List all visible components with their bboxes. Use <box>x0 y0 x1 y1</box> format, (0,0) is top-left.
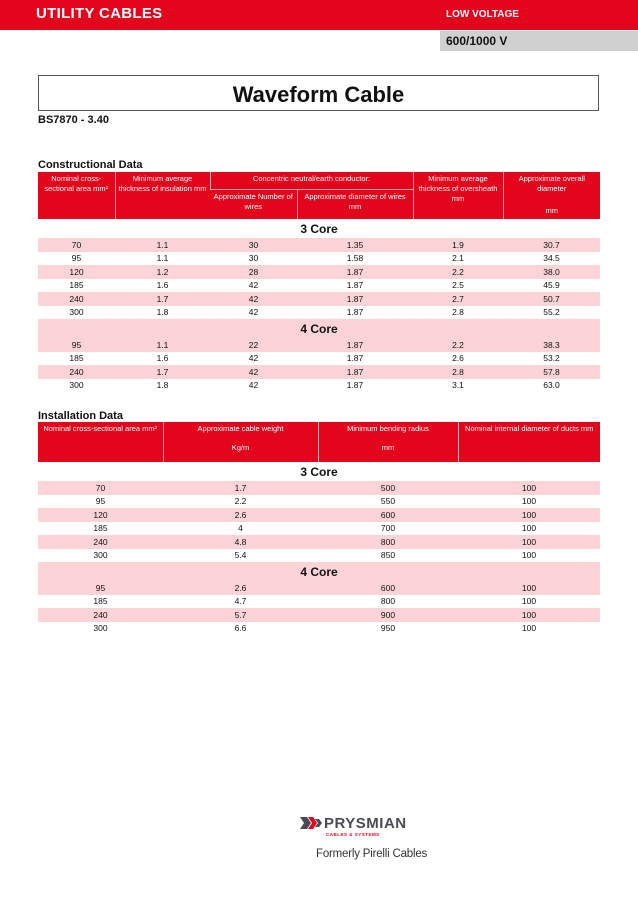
table-cell: 700 <box>380 523 396 534</box>
table-cell: 2.6 <box>163 508 318 522</box>
voltage-class-box <box>440 0 638 30</box>
table-cell: 5.4 <box>234 550 247 561</box>
table-cell: 6.6 <box>234 623 247 634</box>
table-cell: 70 <box>38 238 115 252</box>
table-cell: 45.9 <box>543 280 560 291</box>
table-row <box>38 238 600 252</box>
table-cell: 1.87 <box>297 365 413 379</box>
table-cell: 55.2 <box>543 307 560 318</box>
table-cell: 42 <box>248 380 259 391</box>
table-cell: 1.87 <box>346 380 364 391</box>
table-row <box>38 508 600 522</box>
table-cell: 2.2 <box>413 265 503 279</box>
table-cell: 95 <box>95 496 106 507</box>
table-cell: 240 <box>38 608 163 622</box>
table-cell: 2.2 <box>234 496 247 507</box>
table-cell: 5.7 <box>163 608 318 622</box>
table-cell: 300 <box>93 623 108 634</box>
table-cell: 3.1 <box>452 380 464 391</box>
table-row <box>38 522 600 536</box>
table-row <box>38 495 600 509</box>
table-cell: 800 <box>380 596 396 607</box>
header-wire-count: Approximate Number of wires <box>210 189 297 219</box>
table-cell: 95 <box>38 581 163 595</box>
voltage-rating: 600/1000 V <box>446 34 508 48</box>
installation-data-table <box>38 422 600 635</box>
table-cell: 1.35 <box>297 238 413 252</box>
table-cell: 185 <box>93 596 108 607</box>
table-cell: 1.8 <box>156 307 169 318</box>
prysmian-logo <box>300 815 407 837</box>
table-cell: 185 <box>93 523 108 534</box>
table-cell: 120 <box>38 508 163 522</box>
table-cell: 1.87 <box>346 353 364 364</box>
table-row <box>38 365 600 379</box>
table-cell: 4 <box>238 523 243 534</box>
table-cell: 1.58 <box>346 253 364 264</box>
table-cell: 1.87 <box>297 265 413 279</box>
table-cell: 30 <box>210 238 297 252</box>
table-cell: 34.5 <box>543 253 560 264</box>
header-nominal-area: Nominal cross-sectional area mm² <box>38 422 163 462</box>
table-cell: 53.2 <box>543 353 560 364</box>
table-cell: 1.87 <box>346 307 364 318</box>
table-cell: 2.2 <box>413 338 503 352</box>
table-cell: 30 <box>248 253 259 264</box>
table-cell: 1.87 <box>297 338 413 352</box>
table-cell: 240 <box>38 292 115 306</box>
table-cell: 100 <box>521 523 537 534</box>
table-cell: 100 <box>458 581 600 595</box>
table-cell: 2.5 <box>452 280 464 291</box>
table-row <box>38 481 600 495</box>
table-cell: 100 <box>458 608 600 622</box>
table-cell: 2.6 <box>163 581 318 595</box>
table-cell: 42 <box>248 353 259 364</box>
table-cell: 900 <box>318 608 458 622</box>
core-group-heading <box>38 219 600 238</box>
table-row <box>38 608 600 622</box>
voltage-class: LOW VOLTAGE <box>446 9 519 20</box>
table-cell: 95 <box>38 338 115 352</box>
table-cell: 2.6 <box>452 353 464 364</box>
table-cell: 1.9 <box>413 238 503 252</box>
table-cell: 300 <box>69 307 84 318</box>
table-cell: 1.8 <box>156 380 169 391</box>
table-row <box>38 379 600 393</box>
table-cell: 1.7 <box>115 365 210 379</box>
installation-section-title: Installation Data <box>38 410 123 422</box>
table-cell: 1.2 <box>115 265 210 279</box>
table-cell: 800 <box>318 535 458 549</box>
header-bending-radius <box>318 422 458 462</box>
table-cell: 1.87 <box>297 292 413 306</box>
category-title: UTILITY CABLES <box>36 5 163 22</box>
header-overall-label: Approximate overall diameter <box>518 174 585 193</box>
header-nominal-area: Nominal cross-sectional area mm² <box>38 172 115 219</box>
table-row <box>38 352 600 366</box>
table-row <box>38 306 600 320</box>
table-cell: 300 <box>93 550 108 561</box>
table-cell: 2.8 <box>413 365 503 379</box>
core-group-heading <box>38 562 600 581</box>
formerly-text: Formerly Pirelli Cables <box>316 848 428 860</box>
core-label: 3 Core <box>38 219 600 238</box>
header-weight-unit: Kg/m <box>231 443 250 452</box>
header-overall-diameter <box>503 172 600 219</box>
table-cell: 950 <box>380 623 396 634</box>
title-box <box>38 75 599 111</box>
header-weight-label: Approximate cable weight <box>197 424 284 433</box>
table-row <box>38 622 600 636</box>
table-cell: 4.8 <box>163 535 318 549</box>
table-cell: 63.0 <box>543 380 560 391</box>
table-cell: 185 <box>69 280 84 291</box>
table-cell: 185 <box>69 353 84 364</box>
table-row <box>38 595 600 609</box>
header-cable-weight <box>163 422 318 462</box>
table-cell: 28 <box>210 265 297 279</box>
table-cell: 100 <box>458 535 600 549</box>
table-cell: 42 <box>210 365 297 379</box>
constructional-data-table <box>38 172 600 392</box>
table-cell: 100 <box>458 508 600 522</box>
table-row <box>38 252 600 266</box>
table-cell: 4.7 <box>234 596 247 607</box>
voltage-rating-box <box>440 31 638 51</box>
table-cell: 100 <box>521 596 537 607</box>
table-cell: 22 <box>210 338 297 352</box>
table-cell: 57.8 <box>503 365 600 379</box>
table-row <box>38 292 600 306</box>
table-cell: 850 <box>380 550 396 561</box>
table-cell: 42 <box>248 307 259 318</box>
table-cell: 240 <box>38 535 163 549</box>
core-group-heading <box>38 319 600 338</box>
table-cell: 42 <box>210 292 297 306</box>
table-cell: 42 <box>248 280 259 291</box>
table-cell: 70 <box>38 481 163 495</box>
brand-name: PRYSMIAN <box>324 815 407 832</box>
table-row <box>38 581 600 595</box>
table-cell: 550 <box>380 496 396 507</box>
table-cell: 30.7 <box>503 238 600 252</box>
table-cell: 300 <box>69 380 84 391</box>
table-cell: 1.87 <box>346 280 364 291</box>
table-cell: 1.1 <box>115 338 210 352</box>
header-oversheath-thickness: Minimum average thickness of oversheath mm <box>413 172 503 219</box>
core-label: 4 Core <box>38 319 600 338</box>
header-duct-diameter: Nominal internal diameter of ducts mm <box>458 422 600 462</box>
core-group-heading <box>38 462 600 481</box>
table-row <box>38 549 600 563</box>
header-bending-unit: mm <box>381 443 395 452</box>
table-cell: 100 <box>521 623 537 634</box>
prysmian-logo-mark <box>300 815 324 831</box>
core-label: 4 Core <box>38 562 600 581</box>
table-row <box>38 265 600 279</box>
table-cell: 2.7 <box>413 292 503 306</box>
header-wire-diameter: Approximate diameter of wires mm <box>297 189 413 219</box>
table-cell: 100 <box>458 481 600 495</box>
table-cell: 95 <box>71 253 82 264</box>
brand-subtitle: CABLES & SYSTEMS <box>326 832 380 837</box>
table-cell: 50.7 <box>503 292 600 306</box>
table-cell: 600 <box>318 581 458 595</box>
table-cell: 500 <box>318 481 458 495</box>
table-cell: 1.1 <box>156 253 169 264</box>
table-cell: 2.8 <box>452 307 464 318</box>
table-row <box>38 279 600 293</box>
table-cell: 1.7 <box>163 481 318 495</box>
header-overall-unit: mm <box>545 206 558 215</box>
header-bending-label: Minimum bending radius <box>347 424 429 433</box>
table-cell: 1.6 <box>156 280 169 291</box>
constructional-section-title: Constructional Data <box>38 159 143 171</box>
table-cell: 2.1 <box>452 253 464 264</box>
table-cell: 100 <box>521 496 537 507</box>
table-cell: 100 <box>521 550 537 561</box>
table-cell: 1.1 <box>115 238 210 252</box>
table-row <box>38 535 600 549</box>
core-label: 3 Core <box>38 462 600 481</box>
table-cell: 38.0 <box>503 265 600 279</box>
header-bar <box>0 0 638 30</box>
header-insulation-thickness: Minimum average thickness of insulation mm <box>115 172 210 219</box>
table-cell: 1.6 <box>156 353 169 364</box>
table-cell: 120 <box>38 265 115 279</box>
table-cell: 600 <box>318 508 458 522</box>
table-row <box>38 338 600 352</box>
table-cell: 38.3 <box>503 338 600 352</box>
table-cell: 1.7 <box>115 292 210 306</box>
header-concentric-conductor: Concentric neutral/earth conductor: <box>210 172 413 189</box>
standard-code: BS7870 - 3.40 <box>38 114 109 126</box>
table-cell: 240 <box>38 365 115 379</box>
page-title: Waveform Cable <box>232 82 405 107</box>
